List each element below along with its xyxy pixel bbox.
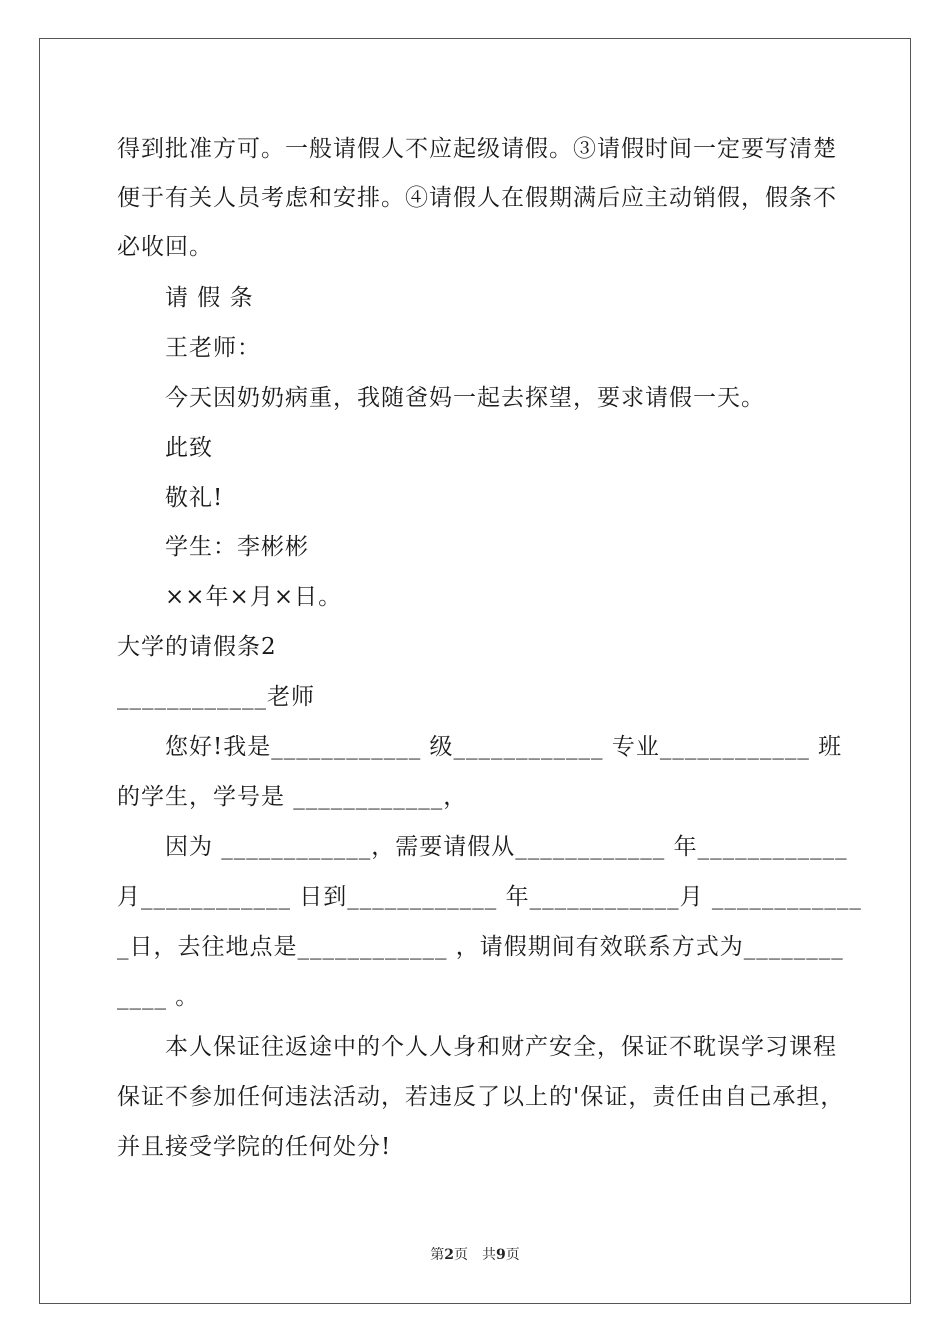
date-line: ××年×月×日。 — [165, 584, 343, 610]
section-heading: 大学的请假条2 — [117, 634, 277, 660]
pledge-line: 并且接受学院的任何处分! — [117, 1134, 392, 1160]
closing-line: 此致 — [165, 435, 213, 461]
closing-regards: 敬礼! — [165, 485, 224, 511]
page-prefix: 第 — [430, 1247, 445, 1263]
form-line: 您好!我是____________ 级____________ 专业____________ 班 — [165, 734, 843, 760]
current-page: 2 — [444, 1247, 454, 1263]
form-line: 月____________ 日到____________ 年____________月 ____________ — [117, 884, 862, 910]
total-pages: 9 — [496, 1247, 506, 1263]
page-frame — [39, 38, 911, 1304]
note-body: 今天因奶奶病重，我随爸妈一起去探望，要求请假一天。 — [165, 385, 765, 411]
form-addressee: ____________老师 — [117, 684, 315, 710]
page-mid: 页 共 — [454, 1247, 496, 1263]
pledge-line: 本人保证往返途中的个人人身和财产安全，保证不耽误学习课程 — [165, 1034, 837, 1060]
page-number-footer — [0, 1246, 950, 1264]
paragraph-line: 得到批准方可。一般请假人不应起级请假。③请假时间一定要写清楚 — [117, 136, 837, 162]
salutation: 王老师： — [165, 335, 261, 361]
signature: 学生：李彬彬 — [165, 534, 309, 560]
form-line: 的学生，学号是 ____________， — [117, 784, 468, 810]
page-suffix: 页 — [505, 1247, 520, 1263]
paragraph-line: 必收回。 — [117, 234, 213, 260]
paragraph-line: 便于有关人员考虑和安排。④请假人在假期满后应主动销假，假条不 — [117, 185, 837, 211]
pledge-line: 保证不参加任何违法活动，若违反了以上的'保证，责任由自己承担， — [117, 1084, 845, 1110]
form-line: ____ 。 — [117, 984, 200, 1010]
form-line: 因为 ____________，需要请假从____________ 年____________ — [165, 834, 848, 860]
form-line: _日，去往地点是____________ ，请假期间有效联系方式为________ — [117, 934, 844, 960]
note-title: 请 假 条 — [165, 285, 254, 311]
